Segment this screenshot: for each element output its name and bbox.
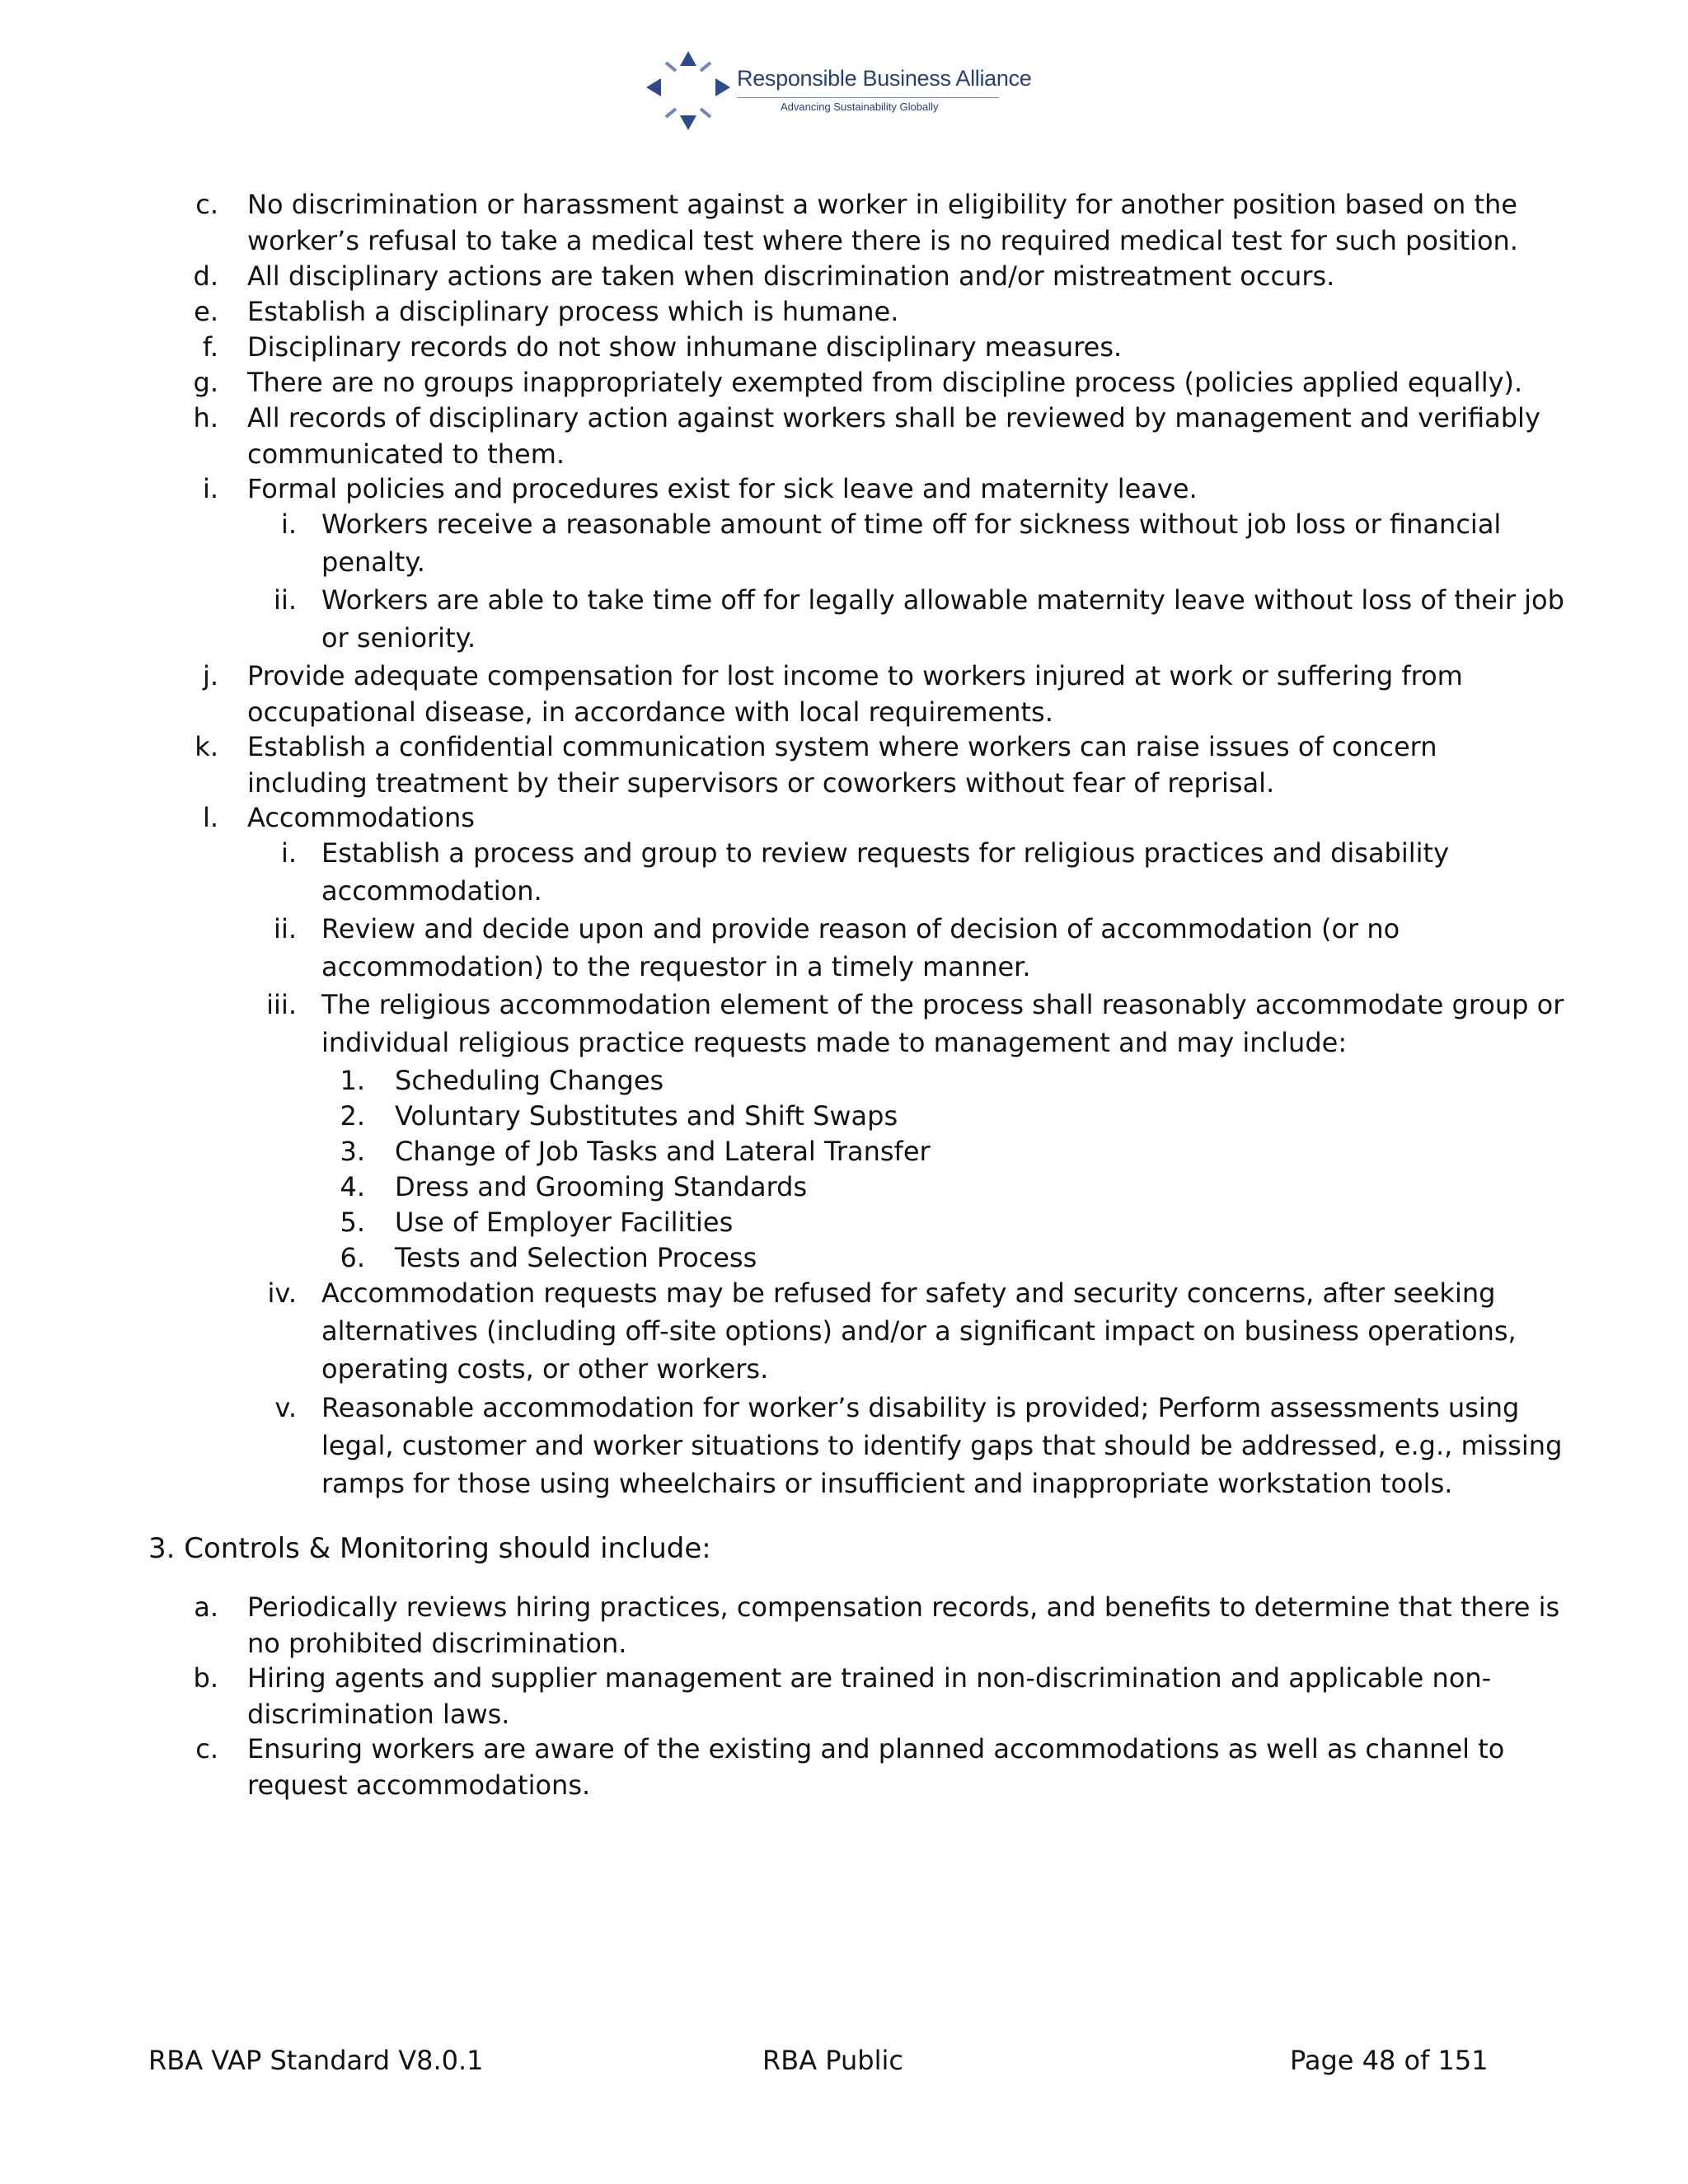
list-item-text-line: legal, customer and worker situations to identify gaps that should be addressed, e.g., missing	[321, 1430, 1563, 1461]
rba-logo	[643, 48, 1032, 134]
list-item-text-line: Tests and Selection Process	[395, 1242, 757, 1273]
list-item-text-line: Establish a process and group to review requests for religious practices and disability	[321, 837, 1450, 869]
list-item-marker: g.	[193, 367, 218, 398]
list-item-text-line: Provide adequate compensation for lost income to workers injured at work or suffering from	[247, 660, 1463, 691]
logo-tagline: Advancing Sustainability Globally	[781, 101, 939, 113]
list-item-text-line: Review and decide upon and provide reason of decision of accommodation (or no	[321, 913, 1400, 944]
list-item-text-line: operating costs, or other workers.	[321, 1353, 769, 1385]
list-item-text-line: accommodation.	[321, 875, 542, 907]
list-item-marker: v.	[274, 1392, 297, 1423]
list-item-marker: 5.	[340, 1207, 365, 1238]
list-item-text-line: individual religious practice requests made to management and may include:	[321, 1027, 1348, 1058]
list-item-marker: j.	[202, 660, 218, 691]
list-item-text-line: worker’s refusal to take a medical test where there is no required medical test for such position.	[247, 225, 1518, 256]
list-item-text-line: Dress and Grooming Standards	[395, 1171, 808, 1202]
list-item-marker: 2.	[340, 1100, 365, 1132]
list-item-text-line: penalty.	[321, 546, 425, 578]
section-3-item-text-line: request accommodations.	[247, 1769, 591, 1801]
list-item-text-line: Establish a disciplinary process which is humane.	[247, 296, 899, 327]
list-item-text-line: ramps for those using wheelchairs or insufficient and inappropriate workstation tools.	[321, 1468, 1453, 1499]
section-3-item-text-line: no prohibited discrimination.	[247, 1628, 627, 1659]
section-3-item-marker: c.	[195, 1733, 218, 1765]
list-item-marker: iii.	[266, 989, 297, 1020]
list-item-marker: e.	[194, 296, 218, 327]
footer-document-id: RBA VAP Standard V8.0.1	[148, 2045, 484, 2076]
list-item-text-line: Formal policies and procedures exist for sick leave and maternity leave.	[247, 473, 1198, 504]
section-3-item-marker: a.	[194, 1591, 218, 1623]
list-item-text-line: occupational disease, in accordance with local requirements.	[247, 696, 1053, 728]
list-item-text-line: There are no groups inappropriately exempted from discipline process (policies applied equally).	[247, 367, 1523, 398]
list-item-text-line: Workers receive a reasonable amount of time off for sickness without job loss or financial	[321, 509, 1502, 540]
list-item-text-line: or seniority.	[321, 622, 476, 654]
section-3-item-text-line: Ensuring workers are aware of the existing and planned accommodations as well as channel to	[247, 1733, 1505, 1765]
list-item-text-line: Disciplinary records do not show inhumane disciplinary measures.	[247, 331, 1123, 363]
list-item-marker: 1.	[340, 1065, 365, 1096]
list-item-text-line: Establish a confidential communication system where workers can raise issues of concern	[247, 731, 1437, 762]
list-item-marker: h.	[193, 402, 218, 434]
section-3-heading: 3. Controls & Monitoring should include:	[148, 1532, 711, 1565]
section-3-item-text-line: discrimination laws.	[247, 1699, 510, 1730]
list-item-text-line: alternatives (including off-site options) and/or a significant impact on business operations,	[321, 1315, 1517, 1347]
list-item-marker: 6.	[340, 1242, 365, 1273]
list-item-text-line: The religious accommodation element of the process shall reasonably accommodate group or	[321, 989, 1564, 1020]
list-item-text-line: Voluntary Substitutes and Shift Swaps	[395, 1100, 898, 1132]
footer-classification: RBA Public	[762, 2045, 903, 2076]
list-item-text-line: Scheduling Changes	[395, 1065, 664, 1096]
list-item-marker: i.	[280, 837, 297, 869]
list-item-text-line: accommodation) to the requestor in a timely manner.	[321, 951, 1031, 982]
list-item-text-line: Reasonable accommodation for worker’s disability is provided; Perform assessments using	[321, 1392, 1520, 1423]
footer-page-number: Page 48 of 151	[1290, 2045, 1489, 2076]
list-item-marker: i.	[280, 509, 297, 540]
logo-divider	[737, 97, 999, 98]
list-item-marker: i.	[202, 473, 218, 504]
section-3-item-text-line: Periodically reviews hiring practices, compensation records, and benefits to determine that there is	[247, 1591, 1560, 1623]
list-item-marker: 4.	[340, 1171, 365, 1202]
list-item-text-line: Accommodations	[247, 802, 475, 833]
list-item-text-line: All records of disciplinary action against workers shall be reviewed by management and verifiably	[247, 402, 1540, 434]
list-item-text-line: communicated to them.	[247, 438, 565, 470]
list-item-marker: ii.	[274, 913, 297, 944]
list-item-marker: f.	[202, 331, 218, 363]
list-item-text-line: Use of Employer Facilities	[395, 1207, 734, 1238]
list-item-marker: d.	[193, 260, 218, 292]
list-item-text-line: All disciplinary actions are taken when discrimination and/or mistreatment occurs.	[247, 260, 1335, 292]
list-item-marker: iv.	[267, 1277, 297, 1309]
logo-org-name: Responsible Business Alliance	[737, 66, 1032, 91]
section-3-item-marker: b.	[193, 1662, 218, 1694]
rba-logo-mark-icon	[643, 48, 734, 134]
list-item-marker: k.	[195, 731, 218, 762]
list-item-text-line: Workers are able to take time off for legally allowable maternity leave without loss of their job	[321, 584, 1564, 616]
list-item-marker: ii.	[274, 584, 297, 616]
section-3-item-text-line: Hiring agents and supplier management are trained in non-discrimination and applicable non-	[247, 1662, 1492, 1694]
list-item-marker: 3.	[340, 1136, 365, 1167]
list-item-text-line: including treatment by their supervisors or coworkers without fear of reprisal.	[247, 767, 1275, 799]
list-item-text-line: Change of Job Tasks and Lateral Transfer	[395, 1136, 931, 1167]
list-item-text-line: Accommodation requests may be refused for safety and security concerns, after seeking	[321, 1277, 1496, 1309]
list-item-text-line: No discrimination or harassment against a worker in eligibility for another position based on the	[247, 189, 1517, 220]
list-item-marker: l.	[202, 802, 218, 833]
list-item-marker: c.	[195, 189, 218, 220]
